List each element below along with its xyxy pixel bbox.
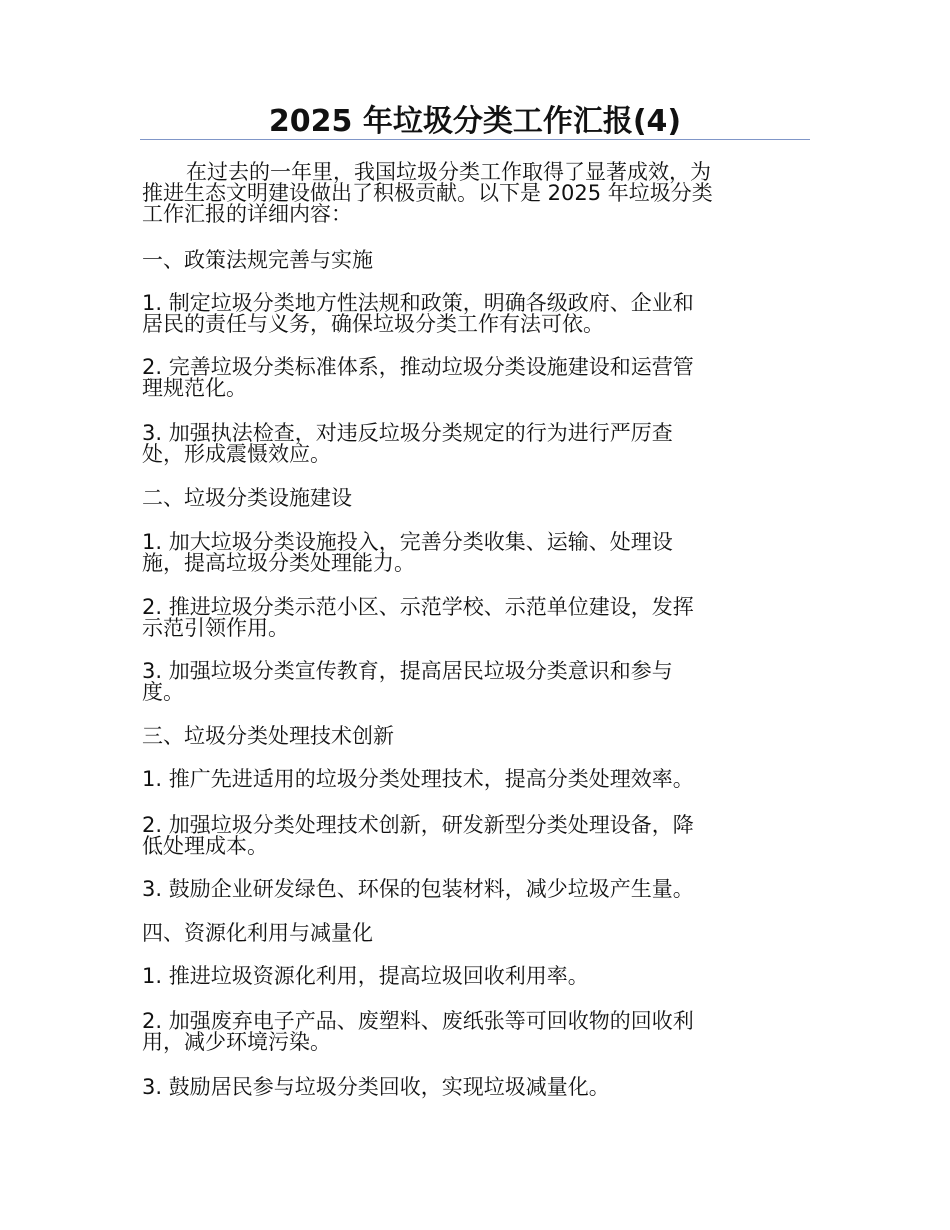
section-heading: 四、资源化利用与减量化 bbox=[142, 921, 373, 945]
section-heading: 一、政策法规完善与实施 bbox=[142, 248, 373, 272]
item-line: 度。 bbox=[142, 680, 184, 704]
intro-paragraph bbox=[142, 162, 812, 225]
item-line: 示范引领作用。 bbox=[142, 616, 289, 640]
item-line: 居民的责任与义务，确保垃圾分类工作有法可依。 bbox=[142, 312, 604, 336]
item-line: 3. 鼓励企业研发绿色、环保的包装材料，减少垃圾产生量。 bbox=[142, 877, 694, 901]
title-underline bbox=[140, 139, 810, 140]
item-line: 2. 加强废弃电子产品、废塑料、废纸张等可回收物的回收利 bbox=[142, 1009, 694, 1033]
item-line: 2. 完善垃圾分类标准体系，推动垃圾分类设施建设和运营管 bbox=[142, 355, 694, 379]
item-line: 1. 加大垃圾分类设施投入，完善分类收集、运输、处理设 bbox=[142, 530, 673, 554]
list-item bbox=[142, 966, 812, 987]
list-item bbox=[142, 661, 812, 703]
list-item bbox=[142, 357, 812, 399]
list-item bbox=[142, 293, 812, 335]
item-line: 2. 加强垃圾分类处理技术创新，研发新型分类处理设备，降 bbox=[142, 813, 694, 837]
intro-line: 推进生态文明建设做出了积极贡献。以下是 2025 年垃圾分类 bbox=[142, 181, 713, 205]
list-item bbox=[142, 769, 812, 790]
item-line: 理规范化。 bbox=[142, 376, 247, 400]
item-line: 3. 加强执法检查，对违反垃圾分类规定的行为进行严厉查 bbox=[142, 421, 673, 445]
list-item bbox=[142, 1077, 812, 1098]
document-title: 2025 年垃圾分类工作汇报(4) bbox=[268, 104, 682, 139]
list-item bbox=[142, 815, 812, 857]
item-line: 2. 推进垃圾分类示范小区、示范学校、示范单位建设，发挥 bbox=[142, 595, 694, 619]
item-line: 用，减少环境污染。 bbox=[142, 1030, 331, 1054]
item-line: 1. 制定垃圾分类地方性法规和政策，明确各级政府、企业和 bbox=[142, 291, 694, 315]
list-item bbox=[142, 423, 812, 465]
list-item bbox=[142, 597, 812, 639]
list-item bbox=[142, 1011, 812, 1053]
list-item bbox=[142, 532, 812, 574]
item-line: 3. 鼓励居民参与垃圾分类回收，实现垃圾减量化。 bbox=[142, 1075, 610, 1099]
item-line: 1. 推进垃圾资源化利用，提高垃圾回收利用率。 bbox=[142, 964, 589, 988]
intro-line: 工作汇报的详细内容： bbox=[142, 202, 352, 226]
item-line: 低处理成本。 bbox=[142, 834, 268, 858]
list-item bbox=[142, 879, 812, 900]
section-heading: 三、垃圾分类处理技术创新 bbox=[142, 724, 394, 748]
section-heading: 二、垃圾分类设施建设 bbox=[142, 486, 352, 510]
item-line: 1. 推广先进适用的垃圾分类处理技术，提高分类处理效率。 bbox=[142, 767, 694, 791]
item-line: 施，提高垃圾分类处理能力。 bbox=[142, 551, 415, 575]
item-line: 3. 加强垃圾分类宣传教育，提高居民垃圾分类意识和参与 bbox=[142, 659, 673, 683]
intro-line: 在过去的一年里，我国垃圾分类工作取得了显著成效，为 bbox=[186, 160, 711, 184]
item-line: 处，形成震慑效应。 bbox=[142, 442, 331, 466]
